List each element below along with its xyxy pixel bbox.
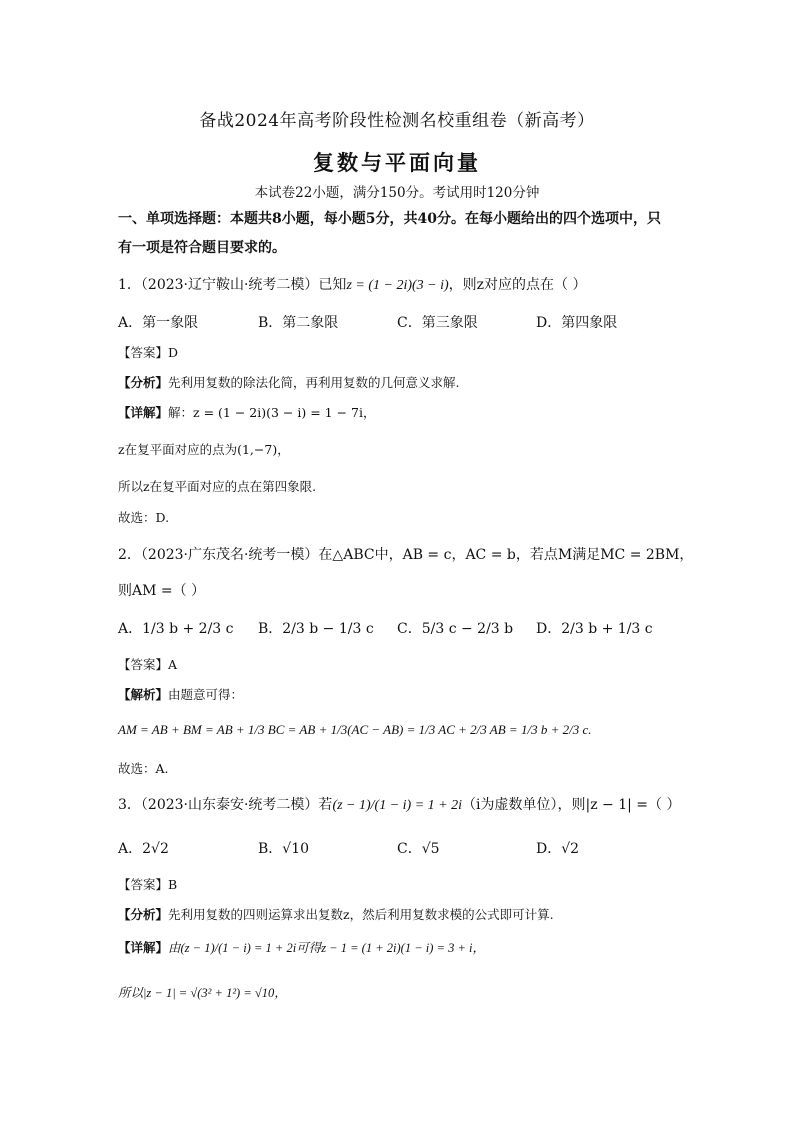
q2-analysis [118, 686, 243, 704]
q3-detail [118, 939, 485, 957]
q2-option-a: A．1/3 b + 2/3 c [118, 621, 234, 637]
q2-conclusion: 故选：A. [118, 761, 169, 776]
q3-option-a: A．2√2 [118, 841, 169, 857]
q3-option-d: D．√2 [536, 841, 580, 857]
q2-stem-line2: 则AM =（ ） [118, 583, 206, 599]
q1-option-d: D．第四象限 [536, 315, 618, 331]
q2-option-b: B．2/3 b − 1/3 c [258, 621, 374, 637]
section-heading-line2: 有一项是符合题目要求的。 [118, 240, 286, 256]
q1-detail [118, 404, 375, 422]
q3-modulus-line [118, 984, 287, 1002]
q1-quadrant-line: 所以z在复平面对应的点在第四象限. [118, 479, 317, 494]
q3-stem-suffix: （i为虚数单位），则|z − 1| =（ ） [462, 797, 681, 813]
q2-stem [118, 546, 693, 564]
q1-stem [118, 276, 586, 295]
q2-stem-condition: MC = 2BM， [600, 547, 694, 563]
q2-option-c: C．5/3 c − 2/3 b [397, 621, 514, 637]
exam-subtitle: 备战2024年高考阶段性检测名校重组卷（新高考） [199, 111, 595, 131]
q3-answer: 【答案】B [118, 877, 178, 892]
q3-analysis-text: 先利用复数的四则运算求出复数z，然后利用复数求模的公式即可计算. [168, 907, 554, 922]
q1-answer: 【答案】D [118, 345, 179, 360]
q1-point-line: z在复平面对应的点为(1,−7)， [118, 442, 290, 457]
q1-option-c: C．第三象限 [397, 315, 478, 331]
q3-option-b: B．√10 [258, 841, 310, 857]
q2-option-d: D．2/3 b + 1/3 c [536, 621, 653, 637]
q3-stem-expr: (z − 1)/(1 − i) = 1 + 2i [332, 798, 462, 813]
q2-answer: 【答案】A [118, 657, 178, 672]
q3-detail-text: 由(z − 1)/(1 − i) = 1 + 2i可得z − 1 = (1 + 2i)(1 − i) = 3 + i， [168, 941, 485, 955]
q2-derivation-expr: AM = AB + BM = AB + 1/3 BC = AB + 1/3(AC − AB) = 1/3 AC + 2/3 AB = 1/3 b + 2/3 c. [118, 722, 592, 737]
q1-option-b: B．第二象限 [258, 315, 339, 331]
q3-modulus-text: 所以|z − 1| = √(3² + 1²) = √10， [118, 986, 287, 1000]
q2-derivation [118, 721, 591, 740]
q2-stem-prefix: 2．（2023·广东茂名·统考一模）在△ABC中， [118, 547, 403, 563]
exam-info: 本试卷22小题，满分150分。考试用时120分钟 [254, 185, 540, 201]
q1-option-a: A．第一象限 [118, 315, 199, 331]
q1-stem-expr: z = (1 − 2i)(3 − i) [346, 278, 449, 293]
q1-analysis-label: 【分析】 [118, 375, 169, 390]
q1-stem-prefix: 1．（2023·辽宁鞍山·统考二模）已知 [118, 277, 347, 293]
section-heading-line1: 一、单项选择题：本题共8小题，每小题5分，共40分。在每小题给出的四个选项中，只 [118, 211, 661, 227]
exam-title: 复数与平面向量 [313, 150, 481, 175]
q3-stem [118, 796, 680, 815]
q3-option-c: C．√5 [397, 841, 440, 857]
q1-detail-text: 解：z = (1 − 2i)(3 − i) = 1 − 7i， [168, 405, 376, 420]
q1-stem-suffix: ，则z对应的点在（ ） [448, 277, 587, 293]
q2-analysis-text: 由题意可得： [168, 687, 244, 702]
q3-analysis [118, 906, 554, 924]
q1-analysis [118, 374, 460, 392]
q3-analysis-label: 【分析】 [118, 907, 169, 922]
q3-stem-prefix: 3．（2023·山东泰安·统考二模）若 [118, 797, 333, 813]
q1-analysis-text: 先利用复数的除法化简，再利用复数的几何意义求解. [168, 375, 460, 390]
q2-stem-vectors: AB = c，AC = b，若点M满足 [402, 547, 601, 563]
q1-detail-label: 【详解】 [118, 405, 169, 420]
q1-conclusion: 故选：D. [118, 510, 170, 525]
q2-analysis-label: 【解析】 [118, 687, 169, 702]
q3-detail-label: 【详解】 [118, 940, 169, 955]
